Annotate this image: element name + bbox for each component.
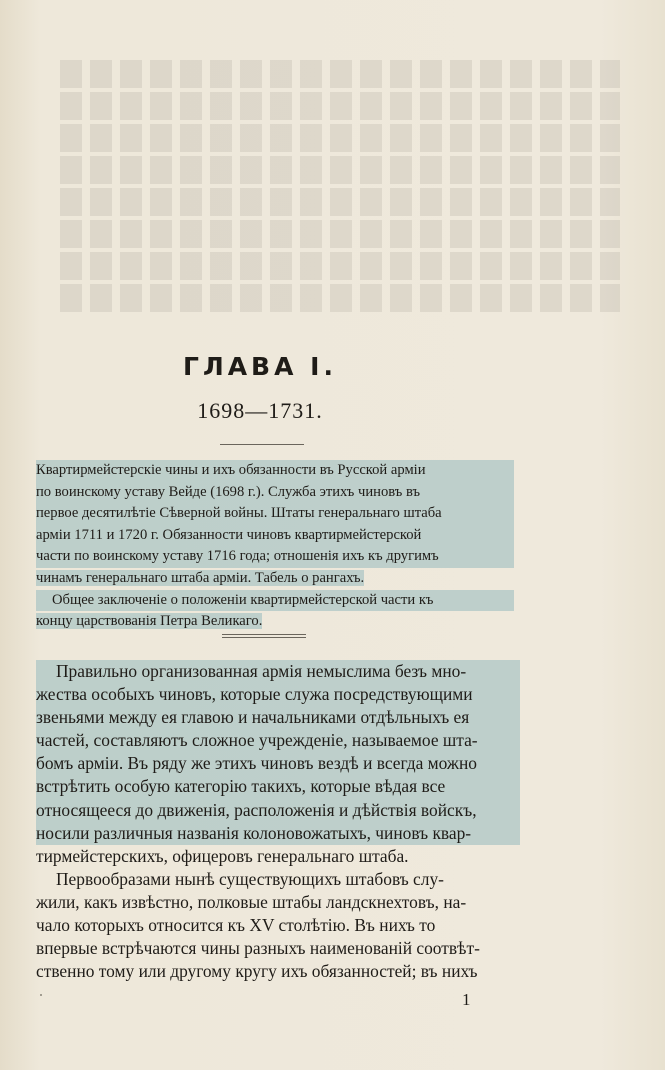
- bleed-through-text: [60, 60, 620, 360]
- paper-speck: [40, 994, 42, 996]
- body-line: частей, составляютъ сложное учрежденіе, называемое шта-: [36, 729, 520, 752]
- summary-line: Квартирмейстерскіе чины и ихъ обязанности въ Русской арміи: [36, 460, 514, 482]
- body-line: впервые встрѣчаются чины разныхъ наименованій соотвѣт-: [36, 938, 480, 959]
- chapter-title: ГЛАВА I.: [183, 352, 337, 381]
- summary-line: части по воинскому уставу 1716 года; отношенія ихъ къ другимъ: [36, 546, 514, 568]
- double-divider-rule: [222, 637, 306, 638]
- summary-line: по воинскому уставу Вейде (1698 г.). Служба этихъ чиновъ въ: [36, 482, 514, 504]
- body-line: жества особыхъ чиновъ, которые служа посредствующими: [36, 683, 520, 706]
- page-number: 1: [462, 990, 471, 1009]
- body-line: ственно тому или другому кругу ихъ обязанностей; въ нихъ: [36, 961, 478, 982]
- summary-line: арміи 1711 и 1720 г. Обязанности чиновъ квартирмейстерской: [36, 525, 514, 547]
- summary-line: чинамъ генеральнаго штаба арміи. Табель о рангахъ.: [36, 569, 365, 586]
- summary-line: Общее заключеніе о положеніи квартирмейстерской части къ: [36, 590, 514, 612]
- body-line: Первообразами нынѣ существующихъ штабовъ слу-: [56, 868, 444, 889]
- body-line: жили, какъ извѣстно, полковые штабы ландскнехтовъ, на-: [36, 891, 467, 912]
- chapter-years: 1698—1731.: [197, 398, 323, 423]
- body-line: относящееся до движенія, расположенія и дѣйствія войскъ,: [36, 799, 520, 822]
- chapter-summary: [36, 460, 514, 633]
- body-line: бомъ арміи. Въ ряду же этихъ чиновъ вездѣ и всегда можно: [36, 752, 520, 775]
- body-line: носили различныя названія колоновожатыхъ, чиновъ квар-: [36, 822, 520, 845]
- summary-line: первое десятилѣтіе Сѣверной войны. Штаты генеральнаго штаба: [36, 503, 514, 525]
- body-line: звеньями между ея главою и начальниками отдѣльныхъ ея: [36, 706, 520, 729]
- body-line: тирмейстерскихъ, офицеровъ генеральнаго штаба.: [36, 845, 409, 866]
- body-line: встрѣтить особую категорію такихъ, которые вѣдая все: [36, 775, 520, 798]
- divider-rule: [220, 444, 304, 445]
- body-text: [36, 660, 520, 983]
- body-line: чало которыхъ относится къ XV столѣтію. Въ нихъ то: [36, 915, 436, 936]
- summary-line: концу царствованія Петра Великаго.: [36, 613, 263, 630]
- body-line: Правильно организованная армія немыслима безъ мно-: [36, 660, 520, 683]
